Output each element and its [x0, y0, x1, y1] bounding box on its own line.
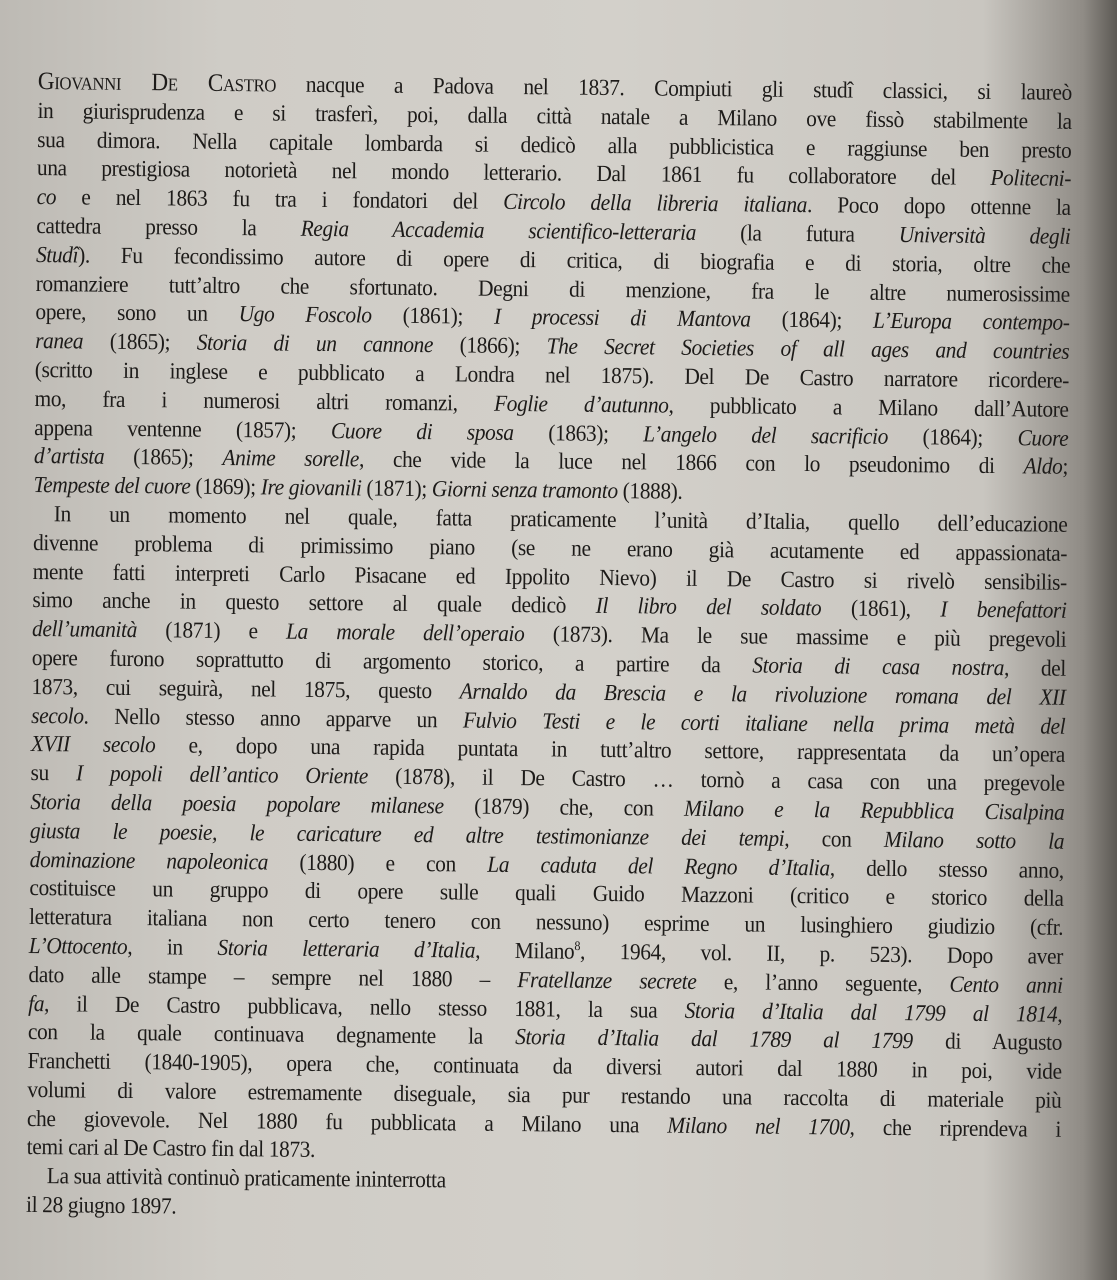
italic-title: I benefattori: [940, 596, 1067, 624]
text-run: , con: [784, 825, 885, 852]
text-run: ;: [1062, 454, 1069, 480]
text-run: 1873, cui seguirà, nel 1875, questo: [31, 673, 460, 704]
text-run: appena ventenne (1857);: [34, 414, 332, 443]
italic-title: XVII secolo: [30, 731, 156, 758]
footnote-marker: 8: [574, 937, 581, 953]
italic-title: Storia letteraria d’Italia: [217, 934, 476, 963]
italic-title: La caduta del Regno d’Italia: [487, 851, 830, 880]
italic-title: Milano nel 1700: [667, 1112, 850, 1140]
text-run: , dello stesso anno,: [829, 854, 1064, 883]
text-run: (1865);: [83, 328, 197, 355]
text-run: ,: [1057, 1001, 1063, 1027]
italic-title: L’angelo del sacrificio: [643, 420, 889, 449]
italic-title: fa: [28, 990, 45, 1016]
text-run: mo, fra i numerosi altri romanzi,: [34, 385, 495, 416]
text-run: (scritto in inglese e pubblicato a Londra nel 1875). Del De Castro narratore ricordere-: [34, 356, 1070, 393]
text-run: (1866);: [432, 332, 547, 359]
italic-title: Storia di un cannone: [196, 329, 434, 358]
italic-title: Ugo Foscolo: [238, 301, 372, 328]
italic-title: Cuore: [1017, 424, 1069, 451]
text-run: , pubblicato a Milano dall’Autore: [668, 392, 1069, 422]
text-run: (1864);: [887, 423, 1018, 450]
text-run: , che riprendeva i: [849, 1114, 1062, 1142]
text-run: opere furono soprattutto di argomento storico, a partire da: [31, 644, 753, 678]
italic-title: Aldo: [1023, 453, 1063, 480]
italic-title: Milano e la Repubblica Cisalpina: [683, 795, 1065, 825]
text-run: (1871);: [361, 475, 432, 502]
text-run: (la futura: [695, 219, 899, 248]
text-run: (1869);: [190, 473, 261, 500]
italic-title: Arnaldo da Brescia e la rivoluzione romana del XII: [459, 678, 1066, 710]
italic-title: Ire giovanili: [260, 474, 362, 501]
italic-title: Anime sorelle: [222, 445, 360, 472]
text-run: , Milano: [475, 937, 575, 964]
text-run: su: [30, 760, 77, 786]
text-run: (1861),: [821, 595, 941, 622]
text-run: (1871) e: [136, 617, 287, 644]
text-run: cattedra presso la: [36, 212, 301, 241]
text-run: , 1964, vol. II, p. 523). Dopo aver: [579, 938, 1064, 969]
italic-title: Storia di casa nostra: [752, 652, 1005, 681]
text-run: che giovevole. Nel 1880 fu pubblicata a Milano una: [26, 1105, 668, 1138]
text-run: La sua attività continuò praticamente ininterrotta: [46, 1163, 446, 1193]
text-run: dato alle stampe – sempre nel 1880 –: [28, 961, 518, 992]
italic-title: Politecni-: [990, 165, 1072, 192]
text-run: (1880) e con: [267, 848, 488, 877]
text-run: temi cari al De Castro fin dal 1873.: [26, 1134, 316, 1163]
italic-title: Foglie d’autunno: [493, 390, 669, 418]
text-run: divenne problema di primissimo piano (se ne erano già acutamente ed appassionata-: [32, 529, 1068, 566]
text-run: , del: [1003, 655, 1067, 681]
text-run: Franchetti (1840-1905), opera che, continuata da diversi autori dal 1880 in poi, vide: [27, 1048, 1062, 1084]
italic-title: ranea: [35, 328, 84, 354]
italic-title: Storia d’Italia dal 1799 al 1814: [684, 997, 1058, 1027]
text-run: (1864);: [750, 306, 874, 334]
text-run: volumi di valore estremamente diseguale, sia pur restando una raccolta di materiale più: [27, 1076, 1062, 1113]
text-run: , che vide la luce nel 1866 con lo pseudonimo di: [358, 446, 1024, 479]
italic-title: co: [36, 184, 57, 210]
italic-title: dell’umanità: [31, 616, 138, 643]
text-run: e, l’anno seguente,: [696, 968, 950, 997]
italic-title: I popoli dell’antico Oriente: [75, 760, 369, 789]
text-run: romanziere tutt’altro che sfortunato. Degni di menzione, fra le altre numerosissime: [35, 270, 1070, 307]
text-run: , in: [127, 933, 218, 960]
text-run: opere, sono un: [35, 299, 239, 327]
italic-title: dominazione napoleonica: [29, 846, 269, 874]
text-run: . Poco dopo ottenne la: [806, 192, 1071, 221]
text-run: (1878), il De Castro … tornò a casa con una pregevole: [367, 763, 1065, 796]
author-name: Giovanni De Castro: [37, 68, 277, 98]
text-run: (1861);: [371, 302, 495, 330]
italic-title: d’artista: [33, 443, 105, 470]
italic-title: L’Ottocento: [28, 932, 128, 959]
text-run: sua dimora. Nella capitale lombarda si dedicò alla pubblicistica e raggiunse ben presto: [37, 126, 1072, 163]
italic-title: Fulvio Testi e le corti italiane nella prima metà del: [462, 707, 1066, 739]
text-run: il 28 giugno 1897.: [25, 1192, 177, 1219]
italic-title: La morale dell’operaio: [285, 618, 525, 647]
text-run: una prestigiosa notorietà nel mondo letterario. Dal 1861 fu collaboratore del: [36, 155, 991, 191]
italic-title: Regia Accademia scientifico-letteraria: [300, 215, 697, 245]
text-run: nacque a Padova nel 1837. Compiuti gli studî classici, si laureò: [275, 71, 1073, 105]
book-page-text: [26, 68, 1078, 1231]
text-run: In un momento nel quale, fatta praticamente l’unità d’Italia, quello dell’educazione: [53, 501, 1068, 537]
italic-title: Il libro del soldato: [595, 593, 822, 621]
text-run: in giurisprudenza e si trasferì, poi, dalla città natale a Milano ove fissò stabilmente la: [37, 97, 1072, 134]
text-run: e, dopo una rapida puntata in tutt’altro settore, rappresentata da un’opera: [155, 732, 1066, 768]
italic-title: The Secret Societies of all ages and countries: [546, 333, 1070, 364]
text-run: letteratura italiana non certo tenero con nessuno) esprime un lusinghiero giudizio (cfr.: [28, 904, 1064, 940]
text-run: (1863);: [513, 419, 644, 446]
text-run: (1865);: [104, 444, 223, 471]
text-run: simo anche in questo settore al quale dedicò: [32, 587, 596, 619]
italic-title: L’Europa contempo-: [872, 308, 1070, 336]
text-run: con la quale continuava degnamente la: [27, 1019, 516, 1050]
text-run: . Nello stesso anno apparve un: [83, 703, 464, 733]
text-run: , il De Castro pubblicava, nello stesso 1881, la sua: [43, 990, 685, 1023]
text-run: mente fatti interpreti Carlo Pisacane ed Ippolito Nievo) il De Castro si rivelò sensibilis-: [32, 558, 1067, 595]
italic-title: Storia della poesia popolare milanese: [30, 788, 444, 819]
italic-title: secolo: [31, 702, 84, 729]
text-run: (1879) che, con: [443, 793, 685, 821]
italic-title: Milano sotto la: [883, 826, 1065, 854]
italic-title: giusta le poesie, le caricature ed altre testimonianze dei tempi: [29, 817, 785, 851]
italic-title: Cuore di sposa: [330, 417, 514, 445]
italic-title: Studî: [35, 241, 79, 268]
text-run: (1873). Ma le sue massime e più pregevoli: [524, 621, 1067, 652]
text-run: di Augusto: [912, 1028, 1063, 1056]
italic-title: Storia d’Italia dal 1789 al 1799: [515, 1024, 913, 1054]
italic-title: Giorni senza tramonto: [431, 476, 618, 504]
text-run: e nel 1863 fu tra i fondatori del: [55, 184, 504, 215]
italic-title: Cento anni: [949, 971, 1063, 998]
italic-title: I processi di Mantova: [493, 304, 751, 332]
text-run: costituisce un gruppo di opere sulle quali Guido Mazzoni (critico e storico della: [29, 875, 1064, 912]
text-run: (1888).: [617, 478, 683, 504]
italic-title: Università degli: [898, 222, 1071, 249]
italic-title: Tempeste del cuore: [33, 472, 191, 499]
text-run: ). Fu fecondissimo autore di opere di critica, di biografia e di storia, oltre che: [78, 242, 1071, 278]
italic-title: Fratellanze secrete: [517, 966, 697, 994]
italic-title: Circolo della libreria italiana: [503, 189, 808, 218]
